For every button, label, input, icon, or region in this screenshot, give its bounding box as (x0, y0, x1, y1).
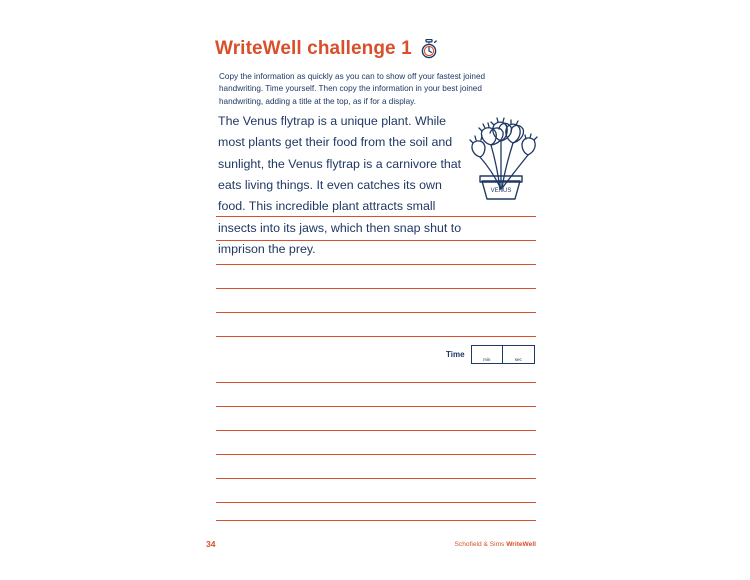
time-field (446, 345, 535, 364)
writing-line[interactable] (216, 520, 536, 521)
writing-line[interactable] (216, 454, 536, 455)
footer-credit (455, 541, 536, 548)
writing-line[interactable] (216, 312, 536, 313)
time-label: Time (446, 350, 465, 359)
time-seconds-cell[interactable]: sec (514, 356, 522, 362)
page-title: WriteWell challenge 1 (215, 38, 412, 59)
writing-line[interactable] (216, 336, 536, 337)
writing-line[interactable] (216, 406, 536, 407)
footer-credit-prefix: Schofield & Sims (454, 541, 507, 548)
stopwatch-icon (420, 39, 438, 59)
writing-line[interactable] (216, 478, 536, 479)
writing-line[interactable] (216, 430, 536, 431)
writing-line[interactable] (216, 382, 536, 383)
instructions-text: Copy the information as quickly as you can to show off your fastest joined handwriting. Time yourself. Then copy the information in your best joined handwriting, adding a title at the top, as if for a display. (219, 72, 486, 106)
writing-line[interactable] (216, 502, 536, 503)
page-title-row (215, 38, 438, 60)
time-input-box[interactable] (471, 345, 535, 364)
writing-line[interactable] (216, 288, 536, 289)
passage-text: The Venus flytrap is a unique plant. While most plants get their food from the soil and sunlight, the Venus flytrap is a carnivore that eats living things. It even catches its own food. This incredible plant attracts small insects into its jaws, which then snap shut to imprison the prey. (218, 114, 462, 256)
page-number: 34 (206, 539, 216, 549)
footer-credit-brand: WriteWell (506, 541, 536, 548)
writing-line[interactable] (216, 264, 536, 265)
pot-label: VENUS (490, 188, 512, 194)
time-minutes-cell[interactable]: min (472, 346, 504, 363)
venus-flytrap-illustration (458, 93, 544, 201)
